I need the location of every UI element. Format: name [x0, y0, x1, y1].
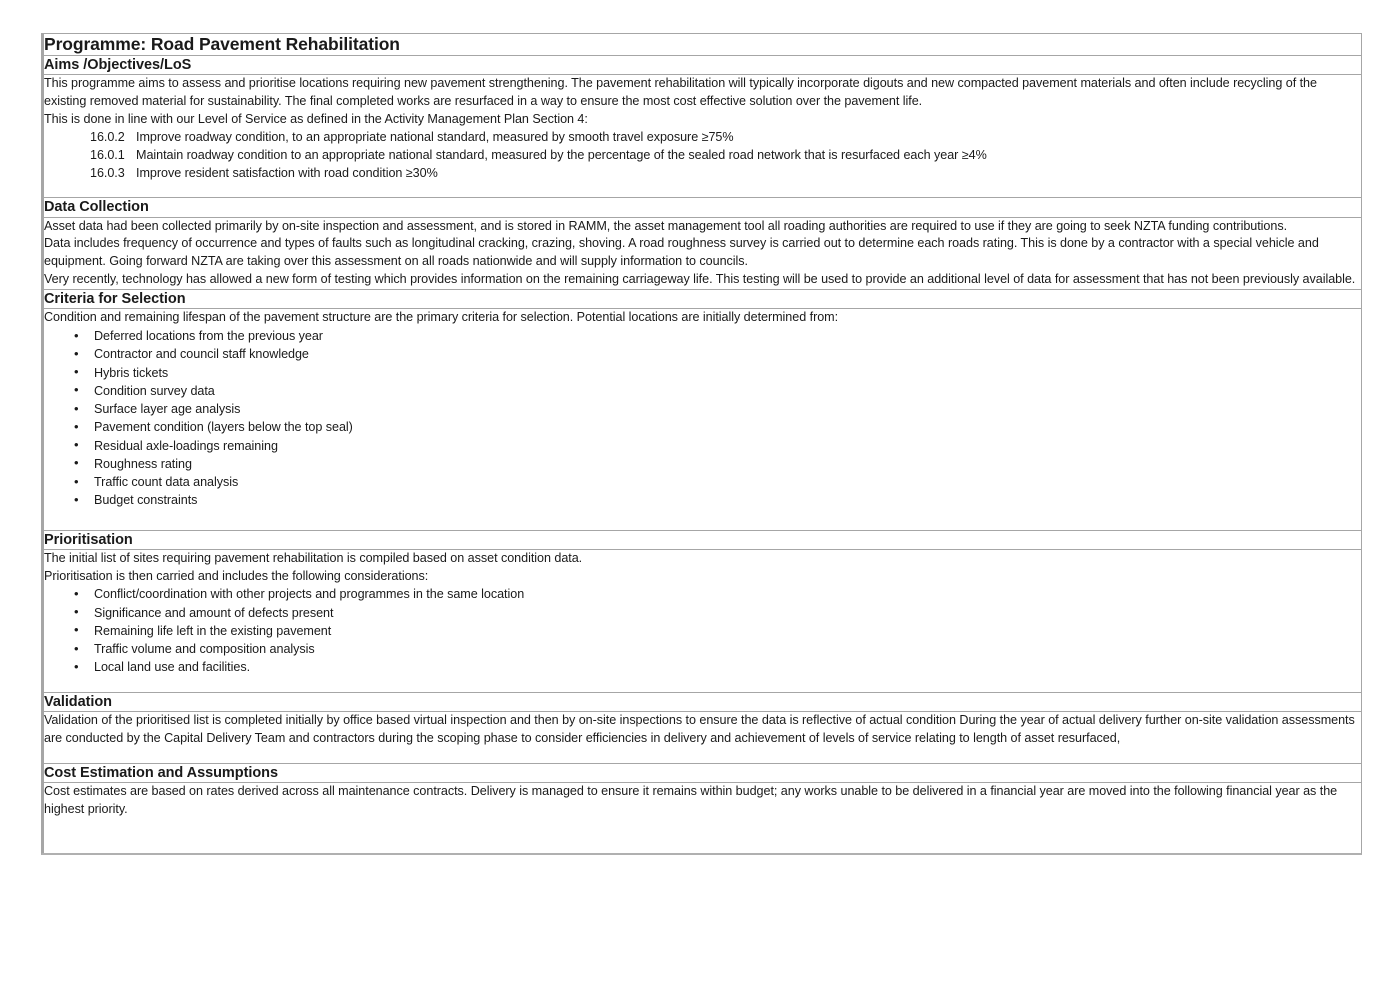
- table-row-body-cost-estimation: [42, 782, 1361, 854]
- prioritisation-intro-1: The initial list of sites requiring pavement rehabilitation is compiled based on asset condition data.: [44, 550, 583, 565]
- cell-trailing-space: [44, 510, 1361, 530]
- criteria-bullet-list: [44, 327, 1361, 510]
- los-item: [44, 129, 1361, 147]
- table-row-section-head-criteria: [42, 289, 1361, 308]
- los-item-number: 16.0.3: [90, 165, 125, 180]
- cell-trailing-space: [44, 677, 1361, 692]
- prioritisation-bullet-list: [44, 585, 1361, 676]
- prioritisation-intro-2: Prioritisation is then carried and includes the following considerations:: [44, 568, 429, 583]
- page-title: Programme: Road Pavement Rehabilitation: [44, 34, 400, 54]
- section-heading-cost-estimation: Cost Estimation and Assumptions: [44, 764, 278, 781]
- list-item: • Contractor and council staff knowledge: [44, 345, 1361, 363]
- section-heading-data-collection: Data Collection: [44, 199, 149, 216]
- data-collection-paragraph: Asset data had been collected primarily by on-site inspection and assessment, and is stored in RAMM, the asset management tool all roading authorities are required to use if they are going to seek NZTA funding contributions.: [44, 218, 1288, 233]
- aims-body: [44, 75, 1361, 197]
- data-collection-body: [44, 218, 1361, 290]
- section-body-cell-prioritisation: [42, 549, 1361, 692]
- list-item: • Traffic count data analysis: [44, 473, 1361, 491]
- section-body-cell-aims: [42, 74, 1361, 197]
- section-body-cell-data-collection: [42, 217, 1361, 290]
- los-item-text: Improve roadway condition, to an appropriate national standard, measured by smooth travel exposure ≥75%: [136, 129, 734, 144]
- table-row-body-data-collection: [42, 217, 1361, 290]
- title-cell: [42, 34, 1361, 55]
- list-item: • Pavement condition (layers below the top seal): [44, 418, 1361, 436]
- los-item-number: 16.0.2: [90, 129, 125, 144]
- section-header-cell-validation: [42, 692, 1361, 711]
- table-row-section-head-data-collection: [42, 197, 1361, 216]
- los-item: [44, 165, 1361, 183]
- los-item: [44, 147, 1361, 165]
- validation-paragraph: Validation of the prioritised list is completed initially by office based virtual inspection and then by on-site inspections to ensure the data is reflective of actual condition During the year of actual delivery further on-site validation assessments are conducted by the Capital Delivery Team and contractors during the scoping phase to consider efficiencies in delivery and achievement of levels of service relating to length of asset resurfaced,: [44, 712, 1355, 745]
- section-header-cell-data-collection: [42, 197, 1361, 216]
- list-item: • Significance and amount of defects present: [44, 604, 1361, 622]
- table-row-body-validation: [42, 711, 1361, 763]
- cell-trailing-space: [44, 838, 1361, 853]
- table-row-title: [42, 34, 1361, 55]
- list-item: • Deferred locations from the previous year: [44, 327, 1361, 345]
- section-heading-criteria: Criteria for Selection: [44, 291, 186, 307]
- validation-body: [44, 712, 1361, 763]
- section-body-cell-cost-estimation: [42, 782, 1361, 854]
- list-item: • Remaining life left in the existing pavement: [44, 622, 1361, 640]
- list-item: • Local land use and facilities.: [44, 658, 1361, 676]
- cost-estimation-body: [44, 783, 1361, 854]
- list-item: • Budget constraints: [44, 491, 1361, 509]
- los-item-text: Improve resident satisfaction with road condition ≥30%: [136, 165, 438, 180]
- prioritisation-body: [44, 550, 1361, 692]
- cell-trailing-space: [44, 182, 1361, 197]
- list-item: • Surface layer age analysis: [44, 400, 1361, 418]
- section-body-cell-criteria: [42, 308, 1361, 529]
- table-row-body-criteria: [42, 308, 1361, 529]
- table-row-section-head-aims: [42, 55, 1361, 74]
- section-header-cell-criteria: [42, 289, 1361, 308]
- los-item-text: Maintain roadway condition to an appropriate national standard, measured by the percentage of the sealed road network that is resurfaced each year ≥4%: [136, 147, 987, 162]
- programme-table: [41, 33, 1362, 855]
- data-collection-paragraph: Data includes frequency of occurrence and types of faults such as longitudinal cracking, crazing, shoving. A road roughness survey is carried out to determine each roads rating. This is done by a contractor with a special vehicle and equipment. Going forward NZTA are taking over this assessment on all roads nationwide and will supply information to councils.: [44, 236, 1319, 269]
- aims-paragraph-2: This is done in line with our Level of Service as defined in the Activity Management Plan Section 4:: [44, 111, 588, 126]
- table-row-section-head-prioritisation: [42, 530, 1361, 549]
- list-item: • Residual axle-loadings remaining: [44, 437, 1361, 455]
- section-heading-aims: Aims /Objectives/LoS: [44, 57, 192, 73]
- table-row-body-prioritisation: [42, 549, 1361, 692]
- aims-paragraph-1: This programme aims to assess and prioritise locations requiring new pavement strengthening. The pavement rehabilitation will typically incorporate digouts and new compacted pavement materials and often include recycling of the existing removed material for sustainability. The final completed works are resurfaced in a way to ensure the most cost effective solution over the pavement life.: [44, 76, 1317, 108]
- list-item: • Traffic volume and composition analysis: [44, 640, 1361, 658]
- list-item: • Conflict/coordination with other projects and programmes in the same location: [44, 585, 1361, 603]
- list-item: • Condition survey data: [44, 382, 1361, 400]
- table-row-section-head-cost-estimation: [42, 763, 1361, 782]
- section-body-cell-validation: [42, 711, 1361, 763]
- table-row-section-head-validation: [42, 692, 1361, 711]
- cost-estimation-paragraph: Cost estimates are based on rates derived across all maintenance contracts. Delivery is managed to ensure it remains within budget; any works unable to be delivered in a financial year are moved into the following financial year as the highest priority.: [44, 783, 1338, 816]
- section-header-cell-aims: [42, 55, 1361, 74]
- cell-trailing-space: [44, 748, 1361, 763]
- los-item-number: 16.0.1: [90, 147, 125, 162]
- data-collection-paragraph: Very recently, technology has allowed a new form of testing which provides information on the remaining carriageway life. This testing will be used to provide an additional level of data for assessment that has not been previously available.: [44, 272, 1356, 287]
- cell-trailing-space: [44, 818, 1361, 838]
- section-heading-prioritisation: Prioritisation: [44, 531, 133, 548]
- criteria-intro: Condition and remaining lifespan of the pavement structure are the primary criteria for selection. Potential locations are initially determined from:: [44, 310, 839, 325]
- criteria-body: [44, 309, 1361, 529]
- section-heading-validation: Validation: [44, 693, 112, 710]
- list-item: • Roughness rating: [44, 455, 1361, 473]
- section-header-cell-prioritisation: [42, 530, 1361, 549]
- list-item: • Hybris tickets: [44, 364, 1361, 382]
- section-header-cell-cost-estimation: [42, 763, 1361, 782]
- table-row-body-aims: [42, 74, 1361, 197]
